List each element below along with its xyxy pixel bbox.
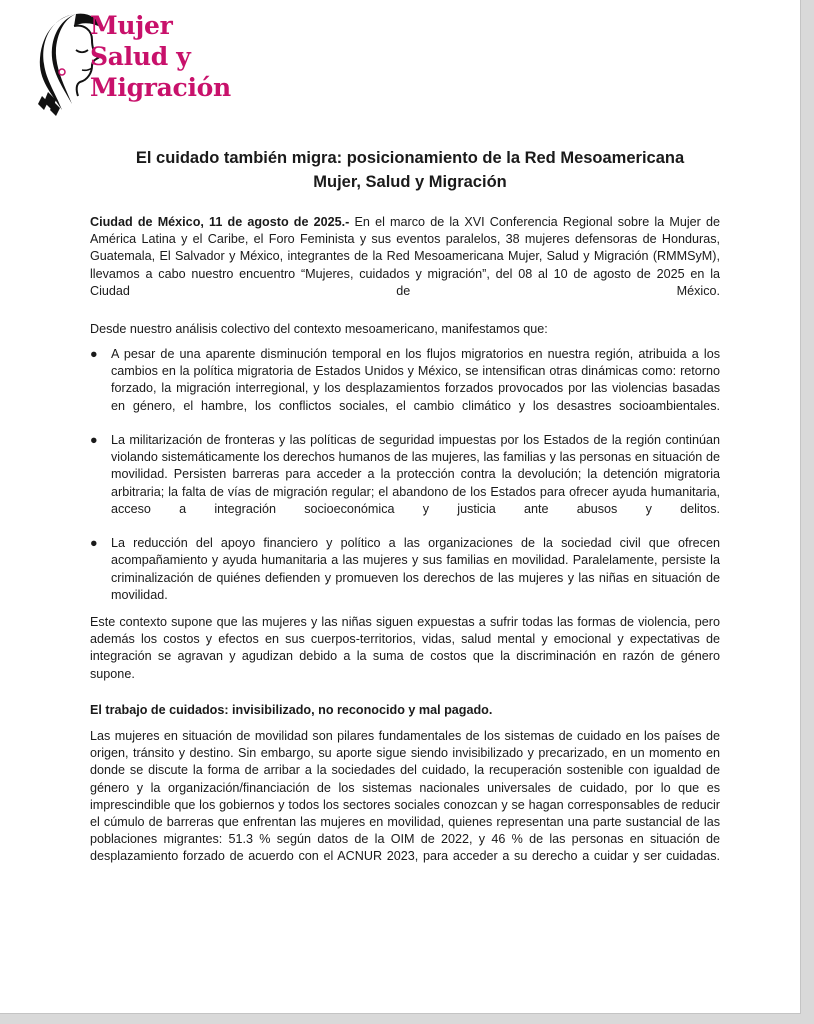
bullet-item-3	[90, 535, 720, 621]
intro-dateline: Ciudad de México, 11 de agosto de 2025.-	[90, 215, 350, 229]
title-line-1: El cuidado también migra: posicionamiento de la Red Mesoamericana	[135, 149, 685, 167]
bullet-icon: ●	[90, 536, 98, 551]
logo-line-3: Migración	[90, 73, 231, 102]
intro-paragraph	[90, 214, 720, 317]
organization-logo	[32, 10, 272, 120]
section-heading: El trabajo de cuidados: invisibilizado, no reconocido y mal pagado.	[90, 703, 493, 717]
logo-line-1: Mujer	[90, 11, 173, 40]
intro-text: En el marco de la XVI Conferencia Regional sobre la Mujer de América Latina y el Caribe, el Foro Feminista y sus eventos paralelos, 38 mujeres defensoras de Honduras, Guatemala, El Salvador y México, integrantes de la Red Mesoamericana Mujer, Salud y Migración (RMMSyM), llevamos a cabo nuestro encuentro “Mujeres, cuidados y migración”, del 08 al 10 de agosto de 2025 en la Ciudad de México.	[90, 215, 720, 298]
context-bullet-list	[90, 346, 720, 621]
logo-wordmark	[90, 10, 231, 103]
context-paragraph: Este contexto supone que las mujeres y las niñas siguen expuestas a sufrir todas las formas de violencia, pero además los costos y efectos en sus cuerpos-territorios, vidas, salud mental y emocional y expectativas de integración se agravan y agudizan debido a la suma de costos que la discriminación en razón de género supone.	[90, 615, 720, 681]
bullet-item-1	[90, 346, 720, 432]
title-line-2: Mujer, Salud y Migración	[313, 173, 507, 191]
bullet-icon: ●	[90, 347, 98, 361]
document-title	[60, 146, 760, 194]
analysis-intro: Desde nuestro análisis colectivo del contexto mesoamericano, manifestamos que:	[90, 322, 548, 336]
bullet-text: La militarización de fronteras y las políticas de seguridad impuestas por los Estados de la región continúan violando sistemáticamente los derechos humanos de las mujeres, las familias y las personas en situación de movilidad. Persisten barreras para acceder a la protección contra la devolución; la detención migratoria arbitraria; la falta de vías de migración regular; el abandono de los Estados para ofrecer ayuda humanitaria, acceso a integración socioeconómica y justicia ante abusos y delitos.	[111, 433, 720, 516]
logo-line-2: Salud y	[90, 42, 191, 71]
bullet-text: A pesar de una aparente disminución temporal en los flujos migratorios en nuestra región, atribuida a los cambios en la política migratoria de Estados Unidos y México, se intensifican otras dinámicas como: retorno forzado, la migración interregional, y los desplazamientos forzados provocados por las violencias basadas en género, el hambre, los conflictos sociales, el cambio climático y los desastres socioambientales.	[111, 347, 720, 413]
bullet-icon: ●	[90, 433, 98, 448]
care-paragraph: Las mujeres en situación de movilidad son pilares fundamentales de los sistemas de cuidado en los países de origen, tránsito y destino. Sin embargo, su aporte sigue siendo invisibilizado y precarizado, en un momento en donde se discute la forma de arribar a la sociedades del cuidado, la recuperación sostenible con igualdad de género y la organización/financiación de los sistemas nacionales universales de cuidado, por lo que es imprescindible que los gobiernos y todos los sectores sociales conozcan y se hagan corresponsables de reducir el cúmulo de barreras que enfrentan las mujeres en movilidad, quienes representan una parte sustancial de las poblaciones migrantes: 51.3 % según datos de la OIM de 2022, y 46 % de las personas en situación de desplazamiento forzado de acuerdo con el ACNUR 2023, para acceder a su derecho a cuidar y ser cuidadas.	[90, 729, 720, 864]
bullet-text: La reducción del apoyo financiero y político a las organizaciones de la sociedad civil que ofrecen acompañamiento y ayuda humanitaria a las mujeres y sus familias en movilidad. Paralelamente, persiste la criminalización de quiénes defienden y promueven los derechos de las mujeres y las niñas en situación de movilidad.	[111, 536, 720, 602]
bullet-item-2	[90, 432, 720, 535]
